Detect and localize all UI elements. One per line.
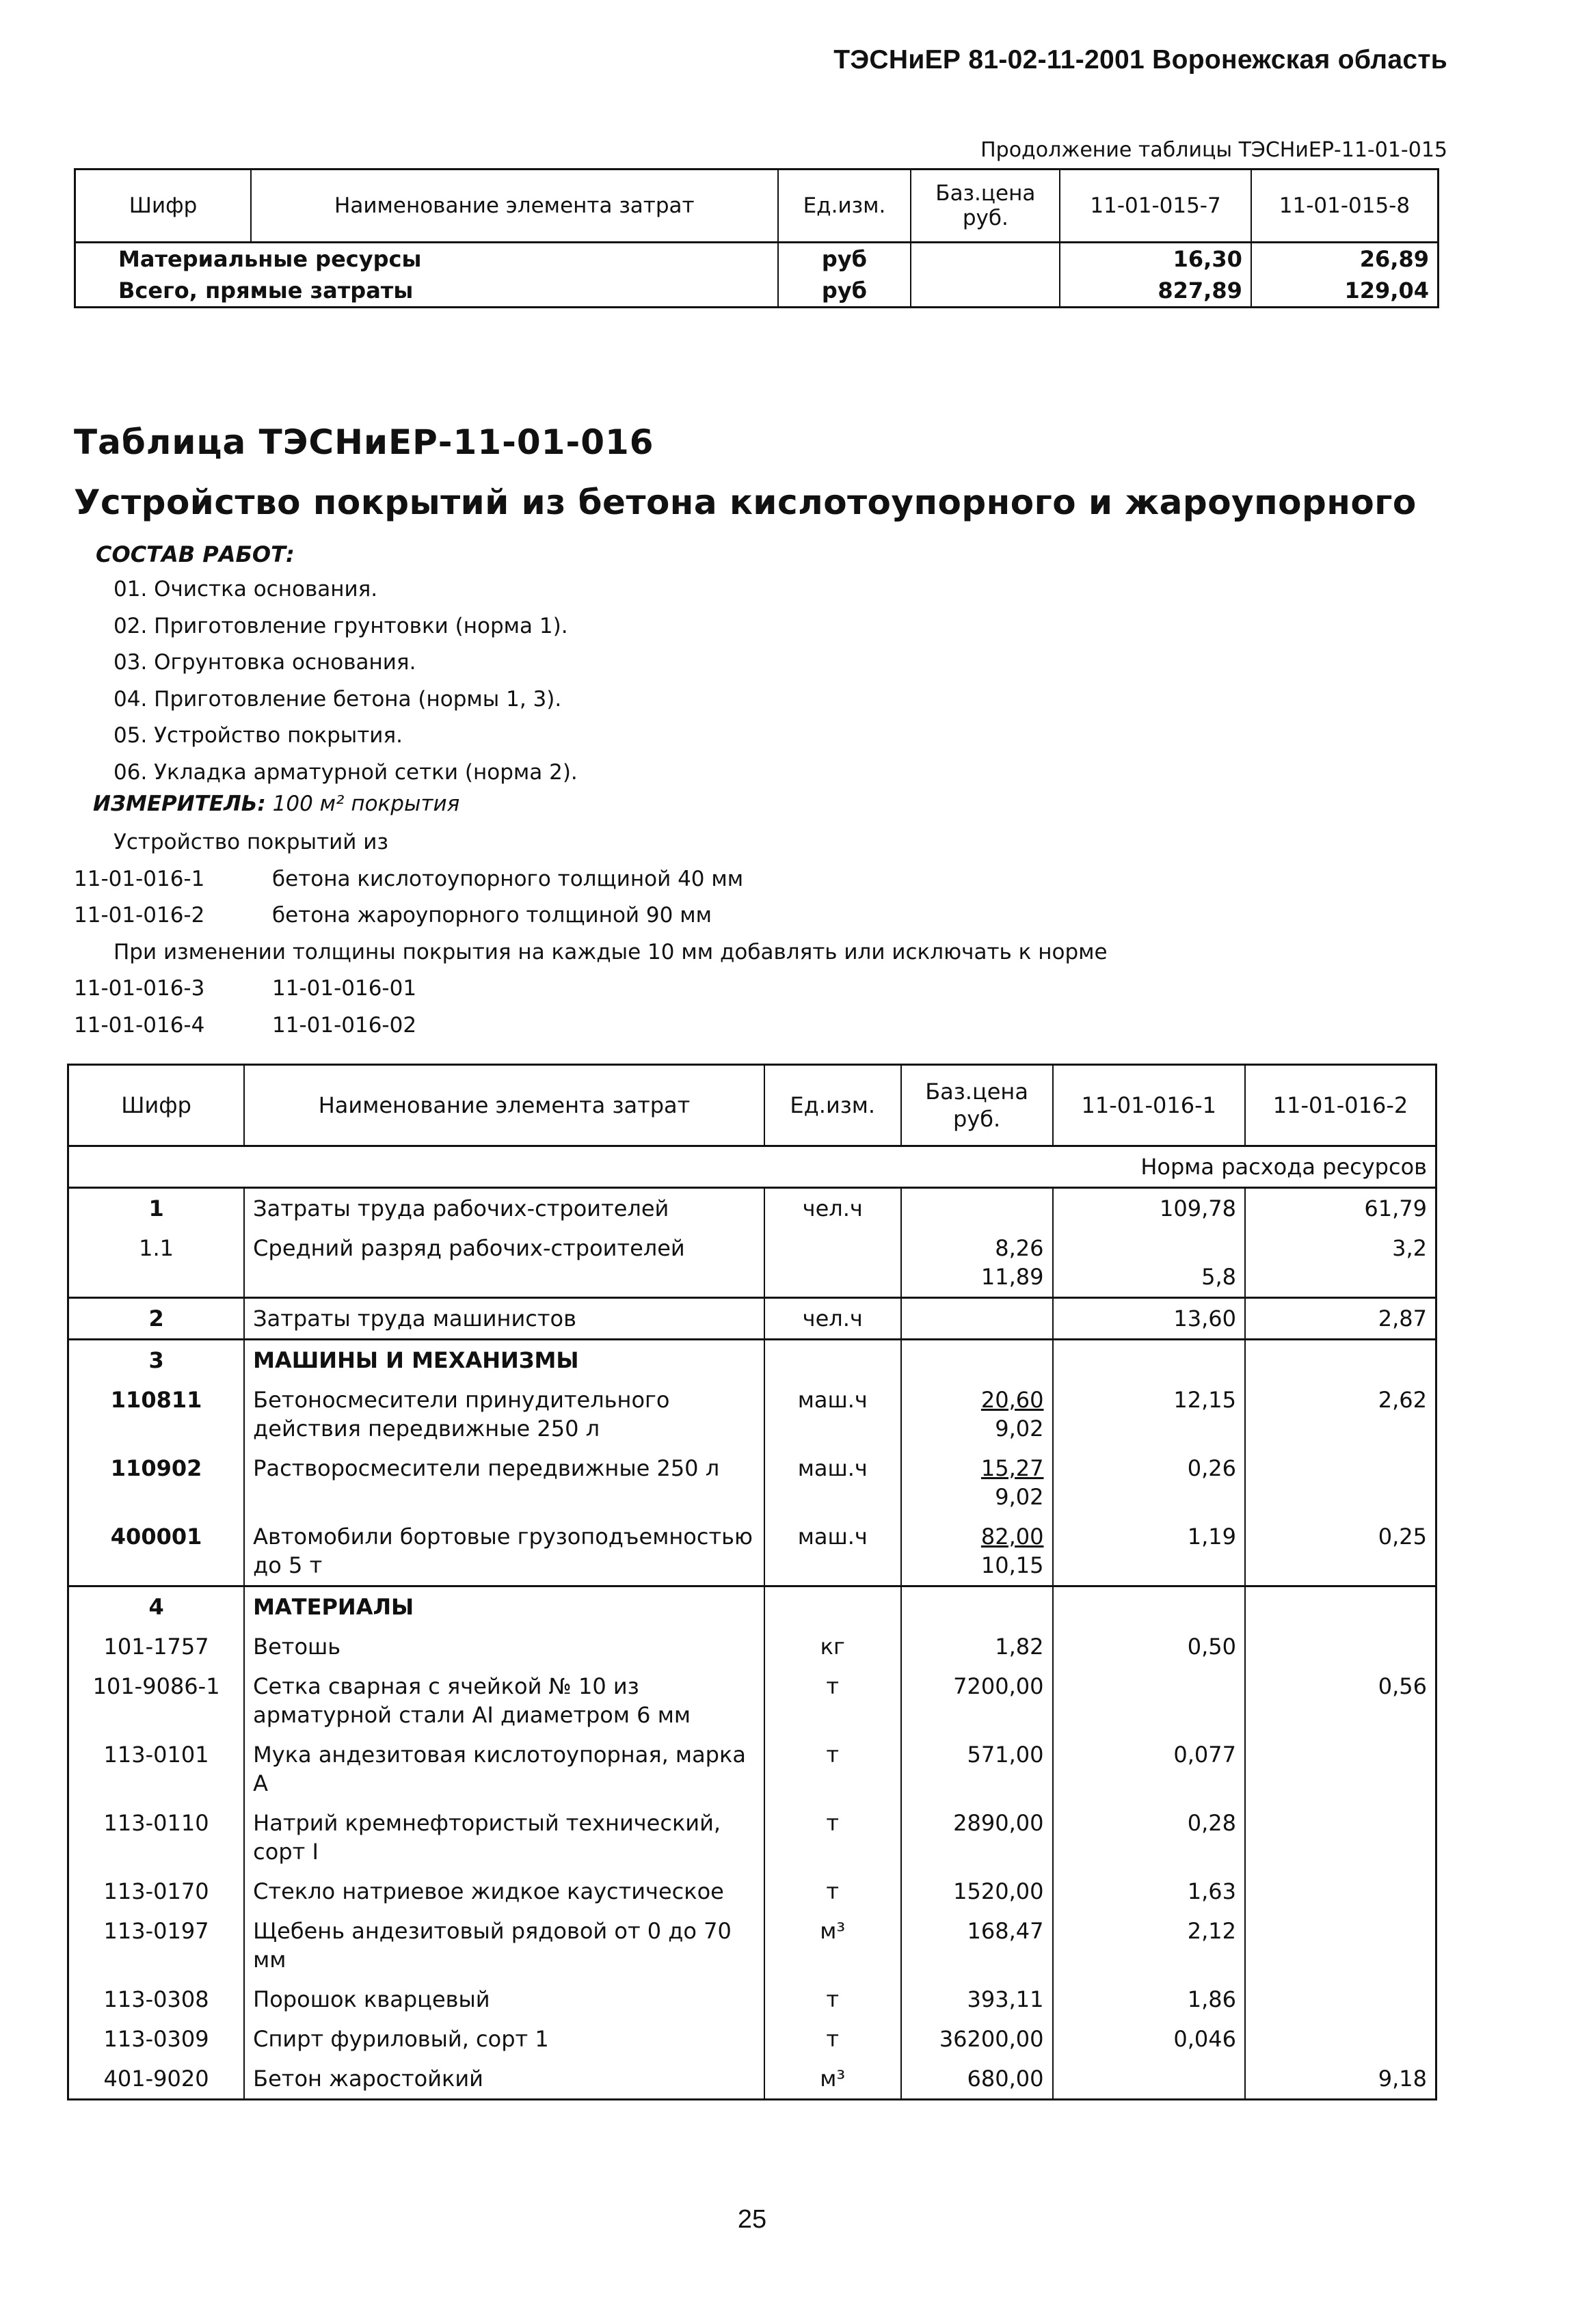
row-code: 110902 [110,1455,202,1481]
row-code: 113-0308 [103,1986,209,2012]
table-header-row [75,170,1439,243]
table-row [68,1188,1436,1229]
price-value: 20,60 [980,1387,1044,1413]
row-unit: чел.ч [764,1298,901,1340]
table-row [68,1448,1436,1517]
row-value-2: 0,25 [1245,1517,1436,1586]
table-row [68,1735,1436,1803]
row-name: Растворосмесители передвижные 250 л [244,1448,764,1517]
row-unit: маш.ч [764,1380,901,1448]
header-cell: 11-01-015-8 [1251,170,1439,243]
row-price [901,1586,1053,1627]
row-unit: т [764,2019,901,2059]
price-value: 2890,00 [953,1810,1044,1836]
row-name: Средний разряд рабочих-строителей [244,1228,764,1298]
row-value-1: 1,86 [1053,1980,1246,2019]
row-value-2: 3,2 [1245,1228,1436,1298]
row-name: Затраты труда рабочих-строителей [244,1188,764,1229]
header-cell: Баз.цена руб. [901,1065,1053,1146]
row-price [901,2019,1053,2059]
row-value-2 [1245,1627,1436,1666]
norm-code: 11-01-016-1 [74,866,205,891]
measure-label: ИЗМЕРИТЕЛЬ: [93,792,266,816]
row-unit: м³ [764,2059,901,2100]
row-value-2: 61,79 [1245,1188,1436,1229]
price-value: 36200,00 [939,2026,1044,2052]
row-price [901,1188,1053,1229]
row-price [901,1980,1053,2019]
norm-text: 11-01-016-01 [272,976,417,1001]
row-code: 1 [148,1195,164,1221]
row-value-2: 2,87 [1245,1298,1436,1340]
table-number-heading: Таблица ТЭСНиЕР-11-01-016 [74,422,654,462]
list-item: 02. Приготовление грунтовки (норма 1). [113,613,568,638]
norm-description [74,824,1108,1044]
row-unit: кг [764,1627,901,1666]
row-name: Мука андезитовая кислотоупорная, марка А [244,1735,764,1803]
row-price [901,1298,1053,1340]
work-composition-label: СОСТАВ РАБОТ: [96,541,295,567]
norm-text: бетона жароупорного толщиной 90 мм [272,903,712,928]
norm-label: Норма расхода ресурсов [68,1146,1436,1188]
row-value-2 [1245,1586,1436,1627]
price-value: 8,26 [995,1235,1044,1261]
row-code: 113-0110 [103,1810,209,1836]
row-value-1: 16,30 [1060,243,1251,275]
row-value-1: 2,12 [1053,1911,1246,1980]
row-price [911,275,1060,308]
row-value-1: 1,19 [1053,1517,1246,1586]
table-row [75,275,1439,308]
row-name: МАШИНЫ И МЕХАНИЗМЫ [244,1340,764,1381]
row-unit [764,1340,901,1381]
row-unit [764,1228,901,1298]
row-unit: чел.ч [764,1188,901,1229]
header-cell: Наименование элемента затрат [251,170,777,243]
row-name: Щебень андезитовый рядовой от 0 до 70 мм [244,1911,764,1980]
row-price [901,1228,1053,1298]
row-price [901,1517,1053,1586]
list-item [74,861,1108,898]
price-value: 15,27 [980,1455,1044,1481]
row-code: 4 [68,1586,245,1627]
row-price [911,243,1060,275]
description-line: Устройство покрытий из [113,830,388,854]
table-row [68,1228,1436,1298]
row-name: Бетон жаростойкий [244,2059,764,2100]
table-015-continuation [74,168,1439,308]
row-name: Стекло натриевое жидкое каустическое [244,1872,764,1911]
table-row [68,1340,1436,1381]
row-code: 2 [68,1298,245,1340]
header-cell: Баз.цена руб. [911,170,1060,243]
price-value: 680,00 [967,2066,1044,2092]
row-value-2: 9,18 [1245,2059,1436,2100]
table-016-resources [67,1064,1437,2100]
row-name: Порошок кварцевый [244,1980,764,2019]
table-header-row [68,1065,1436,1146]
list-item: 04. Приготовление бетона (нормы 1, 3). [113,686,562,712]
row-value-1: 1,63 [1053,1872,1246,1911]
row-value-2: 129,04 [1251,275,1439,308]
row-name: Ветошь [244,1627,764,1666]
row-value-2 [1245,1735,1436,1803]
row-unit: т [764,1666,901,1735]
row-value-1: 0,077 [1053,1735,1246,1803]
row-value-2 [1245,2019,1436,2059]
price-secondary-value: 9,02 [995,1484,1044,1510]
price-secondary-value: 9,02 [995,1416,1044,1442]
table-row [68,1666,1436,1735]
header-cell: Шифр [75,170,252,243]
table-row [68,2059,1436,2100]
page-title: Устройство покрытий из бетона кислотоупорного и жароупорного [74,483,1417,522]
row-name: Бетоносмесители принудительного действия передвижные 250 л [244,1380,764,1448]
row-unit: т [764,1872,901,1911]
row-code: 113-0197 [103,1918,209,1944]
price-value: 393,11 [967,1986,1044,2012]
table-row [68,1298,1436,1340]
table-row [68,1872,1436,1911]
list-item: 06. Укладка арматурной сетки (норма 2). [113,759,578,785]
header-cell: Ед.изм. [764,1065,901,1146]
row-unit: руб [778,275,911,308]
header-cell: 11-01-015-7 [1060,170,1251,243]
table-row [68,1517,1436,1586]
list-item [74,1008,1108,1044]
price-value: 7200,00 [953,1673,1044,1699]
row-value-2: 26,89 [1251,243,1439,275]
row-price [901,1666,1053,1735]
measure-line [93,792,459,816]
table-row [68,2019,1436,2059]
price-secondary-value: 11,89 [980,1264,1044,1290]
row-unit: м³ [764,1911,901,1980]
norm-text: бетона кислотоупорного толщиной 40 мм [272,866,744,891]
header-cell: Ед.изм. [778,170,911,243]
row-value-1: 0,26 [1053,1448,1246,1517]
row-code: 400001 [110,1524,202,1550]
row-price [901,1872,1053,1911]
row-value-1 [1053,1666,1246,1735]
row-unit: маш.ч [764,1517,901,1586]
row-code: 110811 [110,1387,202,1413]
row-value-1: 109,78 [1053,1188,1246,1229]
row-name: Затраты труда машинистов [244,1298,764,1340]
row-value-2 [1245,1448,1436,1517]
table-row [68,1380,1436,1448]
row-code: 113-0170 [103,1878,209,1904]
row-value-2 [1245,1980,1436,2019]
norm-code: 11-01-016-2 [74,903,205,928]
row-code: 3 [68,1340,245,1381]
row-value-1: 0,046 [1053,2019,1246,2059]
list-item: 01. Очистка основания. [113,577,378,602]
measure-value: 100 м² покрытия [272,792,460,816]
price-secondary-value: 10,15 [980,1552,1044,1578]
row-price [901,1380,1053,1448]
row-name: Всего, прямые затраты [118,278,414,303]
row-value-2 [1245,1911,1436,1980]
row-value-1 [1053,1340,1246,1381]
continuation-note: Продолжение таблицы ТЭСНиЕР-11-01-015 [980,138,1447,162]
row-code: 101-9086-1 [92,1673,220,1699]
list-item: 05. Устройство покрытия. [113,723,403,748]
row-unit: т [764,1735,901,1803]
table-row [75,243,1439,275]
price-value: 571,00 [967,1742,1044,1768]
row-value-2: 2,62 [1245,1380,1436,1448]
row-name: Натрий кремнефтористый технический, сорт I [244,1803,764,1872]
price-value: 82,00 [980,1524,1044,1550]
table-row [68,1803,1436,1872]
price-value: 168,47 [967,1918,1044,1944]
row-code: 401-9020 [103,2066,209,2092]
row-price [901,2059,1053,2100]
price-value: 1,82 [995,1634,1044,1660]
row-value-2 [1245,1872,1436,1911]
norm-text: 11-01-016-02 [272,1012,417,1038]
list-item [74,897,1108,934]
row-price [901,1735,1053,1803]
description-line: При изменении толщины покрытия на каждые 10 мм добавлять или исключать к норме [113,939,1108,964]
table-row [68,1586,1436,1627]
row-price [901,1627,1053,1666]
row-name: Спирт фуриловый, сорт 1 [244,2019,764,2059]
table-row [68,1911,1436,1980]
page-number: 25 [737,2205,767,2234]
row-unit: т [764,1980,901,2019]
row-code: 113-0101 [103,1742,209,1768]
work-list [113,571,578,791]
row-value-1: 5,8 [1053,1228,1246,1298]
row-name: Материальные ресурсы [118,246,422,272]
row-price [901,1448,1053,1517]
row-value-1 [1053,2059,1246,2100]
row-value-2 [1245,1340,1436,1381]
running-header: ТЭСНиЕР 81-02-11-2001 Воронежская область [833,45,1447,75]
table-row [68,1980,1436,2019]
row-price [901,1340,1053,1381]
row-value-2 [1245,1803,1436,1872]
list-item: 03. Огрунтовка основания. [113,650,416,675]
norm-code: 11-01-016-3 [74,976,205,1001]
row-name: МАТЕРИАЛЫ [244,1586,764,1627]
row-value-1: 827,89 [1060,275,1251,308]
row-unit [764,1586,901,1627]
row-code: 101-1757 [103,1634,209,1660]
table-row [68,1627,1436,1666]
header-cell: 11-01-016-1 [1053,1065,1246,1146]
row-name: Сетка сварная с ячейкой № 10 из арматурной стали AI диаметром 6 мм [244,1666,764,1735]
list-item [74,971,1108,1008]
price-value: 1520,00 [953,1878,1044,1904]
row-code: 113-0309 [103,2026,209,2052]
row-name: Автомобили бортовые грузоподъемностью до 5 т [244,1517,764,1586]
row-price [901,1803,1053,1872]
header-cell: 11-01-016-2 [1245,1065,1436,1146]
norm-label-row [68,1146,1436,1188]
header-cell: Наименование элемента затрат [244,1065,764,1146]
row-value-1: 13,60 [1053,1298,1246,1340]
row-unit: маш.ч [764,1448,901,1517]
row-value-1 [1053,1586,1246,1627]
row-unit: т [764,1803,901,1872]
norm-code: 11-01-016-4 [74,1012,205,1038]
row-value-1: 0,50 [1053,1627,1246,1666]
header-cell: Шифр [68,1065,245,1146]
row-unit: руб [778,243,911,275]
row-value-1: 12,15 [1053,1380,1246,1448]
row-value-2: 0,56 [1245,1666,1436,1735]
row-price [901,1911,1053,1980]
row-code: 1.1 [139,1235,174,1261]
row-value-1: 0,28 [1053,1803,1246,1872]
